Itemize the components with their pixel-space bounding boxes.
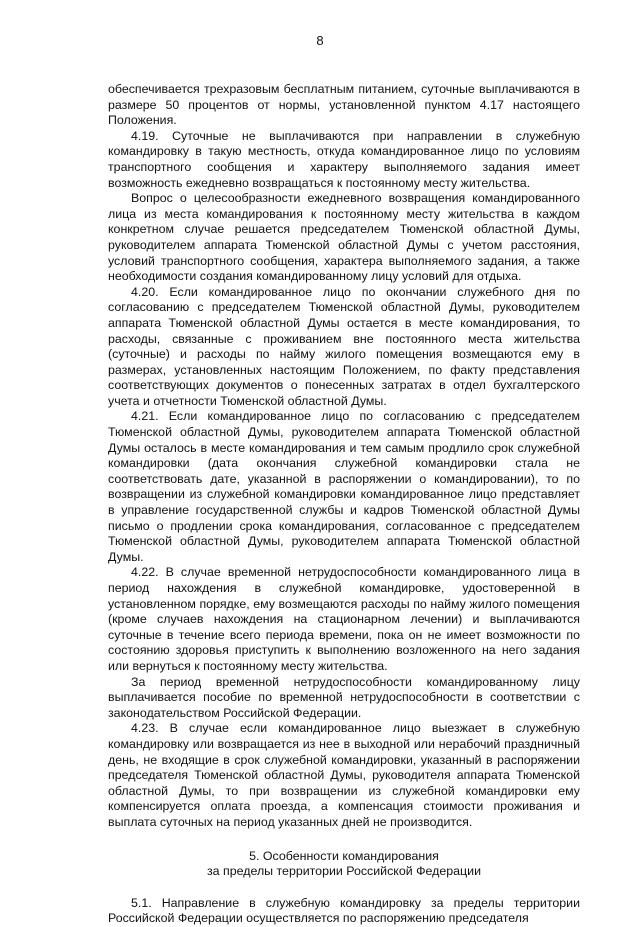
section-heading-line-1: 5. Особенности командирования [249, 848, 439, 863]
paragraph-4-22: 4.22. В случае временной нетрудоспособности командированного лица в период нахождения в служебной командировке, удостоверенной в установленном порядке, ему возмещаются расходы по найму жилого помещения (кроме случаев нахождения на стационарном лечении) и выплачиваются суточные в течение всего периода времени, пока он не имеет возможности по состоянию здоровья приступить к выполнению возложенного на него задания или вернуться к постоянному месту жительства. [108, 565, 580, 673]
section-heading [108, 849, 580, 880]
paragraph-4-23: 4.23. В случае если командированное лицо выезжает в служебную командировку или возвращается из нее в выходной или нерабочий праздничный день, не входящие в срок служебной командировки, указанный в распоряжении председателя Тюменской областной Думы, руководителя аппарата Тюменской областной Думы, то при возвращении из служебной командировки ему компенсируется оплата проезда, а компенсация стоимости проживания и выплата суточных на период указанных дней не производится. [108, 721, 580, 829]
paragraph-4-20: 4.20. Если командированное лицо по окончании служебного дня по согласованию с председателем Тюменской областной Думы, руководителем аппарата Тюменской областной Думы остается в месте командирования, то расходы, связанные с проживанием вне постоянного места жительства (суточные) и расходы по найму жилого помещения возмещаются ему в размерах, установленных настоящим Положением, по факту представления соответствующих документов о понесенных затратах в отдел бухгалтерского учета и отчетности Тюменской областной Думы. [108, 284, 580, 408]
document-body [108, 82, 580, 927]
section-heading-line-2: за пределы территории Российской Федерации [207, 864, 481, 879]
paragraph-daily-return: Вопрос о целесообразности ежедневного возвращения командированного лица из места командирования к постоянному месту жительства в каждом конкретном случае решается председателем Тюменской областной Думы, руководителем аппарата Тюменской областной Думы с учетом расстояния, условий транспортного сообщения, характера выполняемого задания, а также необходимости создания командированному лицу условий для отдыха. [108, 191, 580, 284]
paragraph-4-21: 4.21. Если командированное лицо по согласованию с председателем Тюменской областной Думы, руководителем аппарата Тюменской областной Думы осталось в месте командирования и тем самым продлило срок служебной командировки (дата окончания служебной командировки стала не соответствовать дате, указанной в распоряжении о командировании), то по возвращении из служебной командировки командированное лицо представляет в управление государственной службы и кадров Тюменской областной Думы письмо о продлении срока командирования, согласованное с председателем Тюменской областной Думы, руководителем аппарата Тюменской областной Думы. [108, 409, 580, 564]
paragraph-5-1: 5.1. Направление в служебную командировку за пределы территории Российской Федерации осуществляется по распоряжению председателя [108, 895, 580, 926]
paragraph-4-19: 4.19. Суточные не выплачиваются при направлении в служебную командировку в такую местность, откуда командированное лицо по условиям транспортного сообщения и характеру выполняемого задания имеет возможность ежедневно возвращаться к постоянному месту жительства. [108, 128, 580, 190]
paragraph-disability-benefit: За период временной нетрудоспособности командированному лицу выплачивается пособие по временной нетрудоспособности в соответствии с законодательством Российской Федерации. [108, 674, 580, 720]
page-number: 8 [316, 33, 324, 48]
paragraph-continuation: обеспечивается трехразовым бесплатным питанием, суточные выплачиваются в размере 50 процентов от нормы, установленной пунктом 4.17 настоящего Положения. [108, 82, 580, 128]
